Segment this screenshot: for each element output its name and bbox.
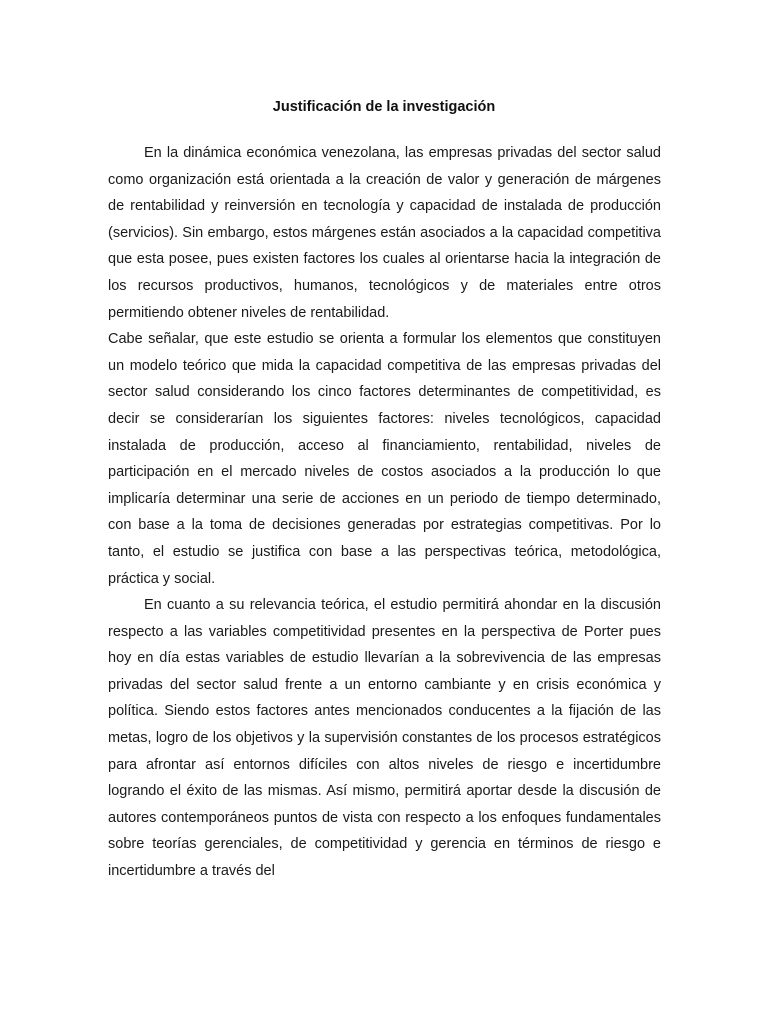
document-title: Justificación de la investigación <box>272 99 496 115</box>
document-body <box>108 140 661 885</box>
paragraph-1: En la dinámica económica venezolana, las empresas privadas del sector salud como organización está orientada a la creación de valor y generación de márgenes de rentabilidad y reinversión en tecnología y capacidad de instalada de producción (servicios). Sin embargo, estos márgenes están asociados a la capacidad competitiva que esta posee, pues existen factores los cuales al orientarse hacia la integración de los recursos productivos, humanos, tecnológicos y de materiales entre otros permitiendo obtener niveles de rentabilidad. <box>108 145 661 321</box>
paragraph-2: Cabe señalar, que este estudio se orienta a formular los elementos que constituyen un modelo teórico que mida la capacidad competitiva de las empresas privadas del sector salud considerando los cinco factores determinantes de competitividad, es decir se considerarían los siguientes factores: niveles tecnológicos, capacidad instalada de producción, acceso al financiamiento, rentabilidad, niveles de participación en el mercado niveles de costos asociados a la producción lo que implicaría determinar una serie de acciones en un periodo de tiempo determinado, con base a la toma de decisiones generadas por estrategias competitivas. Por lo tanto, el estudio se justifica con base a las perspectivas teórica, metodológica, práctica y social. <box>108 331 661 587</box>
paragraph-3: En cuanto a su relevancia teórica, el estudio permitirá ahondar en la discusión respecto a las variables competitividad presentes en la perspectiva de Porter pues hoy en día estas variables de estudio llevarían a la sobrevivencia de las empresas privadas del sector salud frente a un entorno cambiante y en crisis económica y política. Siendo estos factores antes mencionados conducentes a la fijación de las metas, logro de los objetivos y la supervisión constantes de los procesos estratégicos para afrontar así entornos difíciles con altos niveles de riesgo e incertidumbre logrando el éxito de las mismas. Así mismo, permitirá aportar desde la discusión de autores contemporáneos puntos de vista con respecto a los enfoques fundamentales sobre teorías gerenciales, de competitividad y gerencia en términos de riesgo e incertidumbre a través del <box>108 597 661 880</box>
